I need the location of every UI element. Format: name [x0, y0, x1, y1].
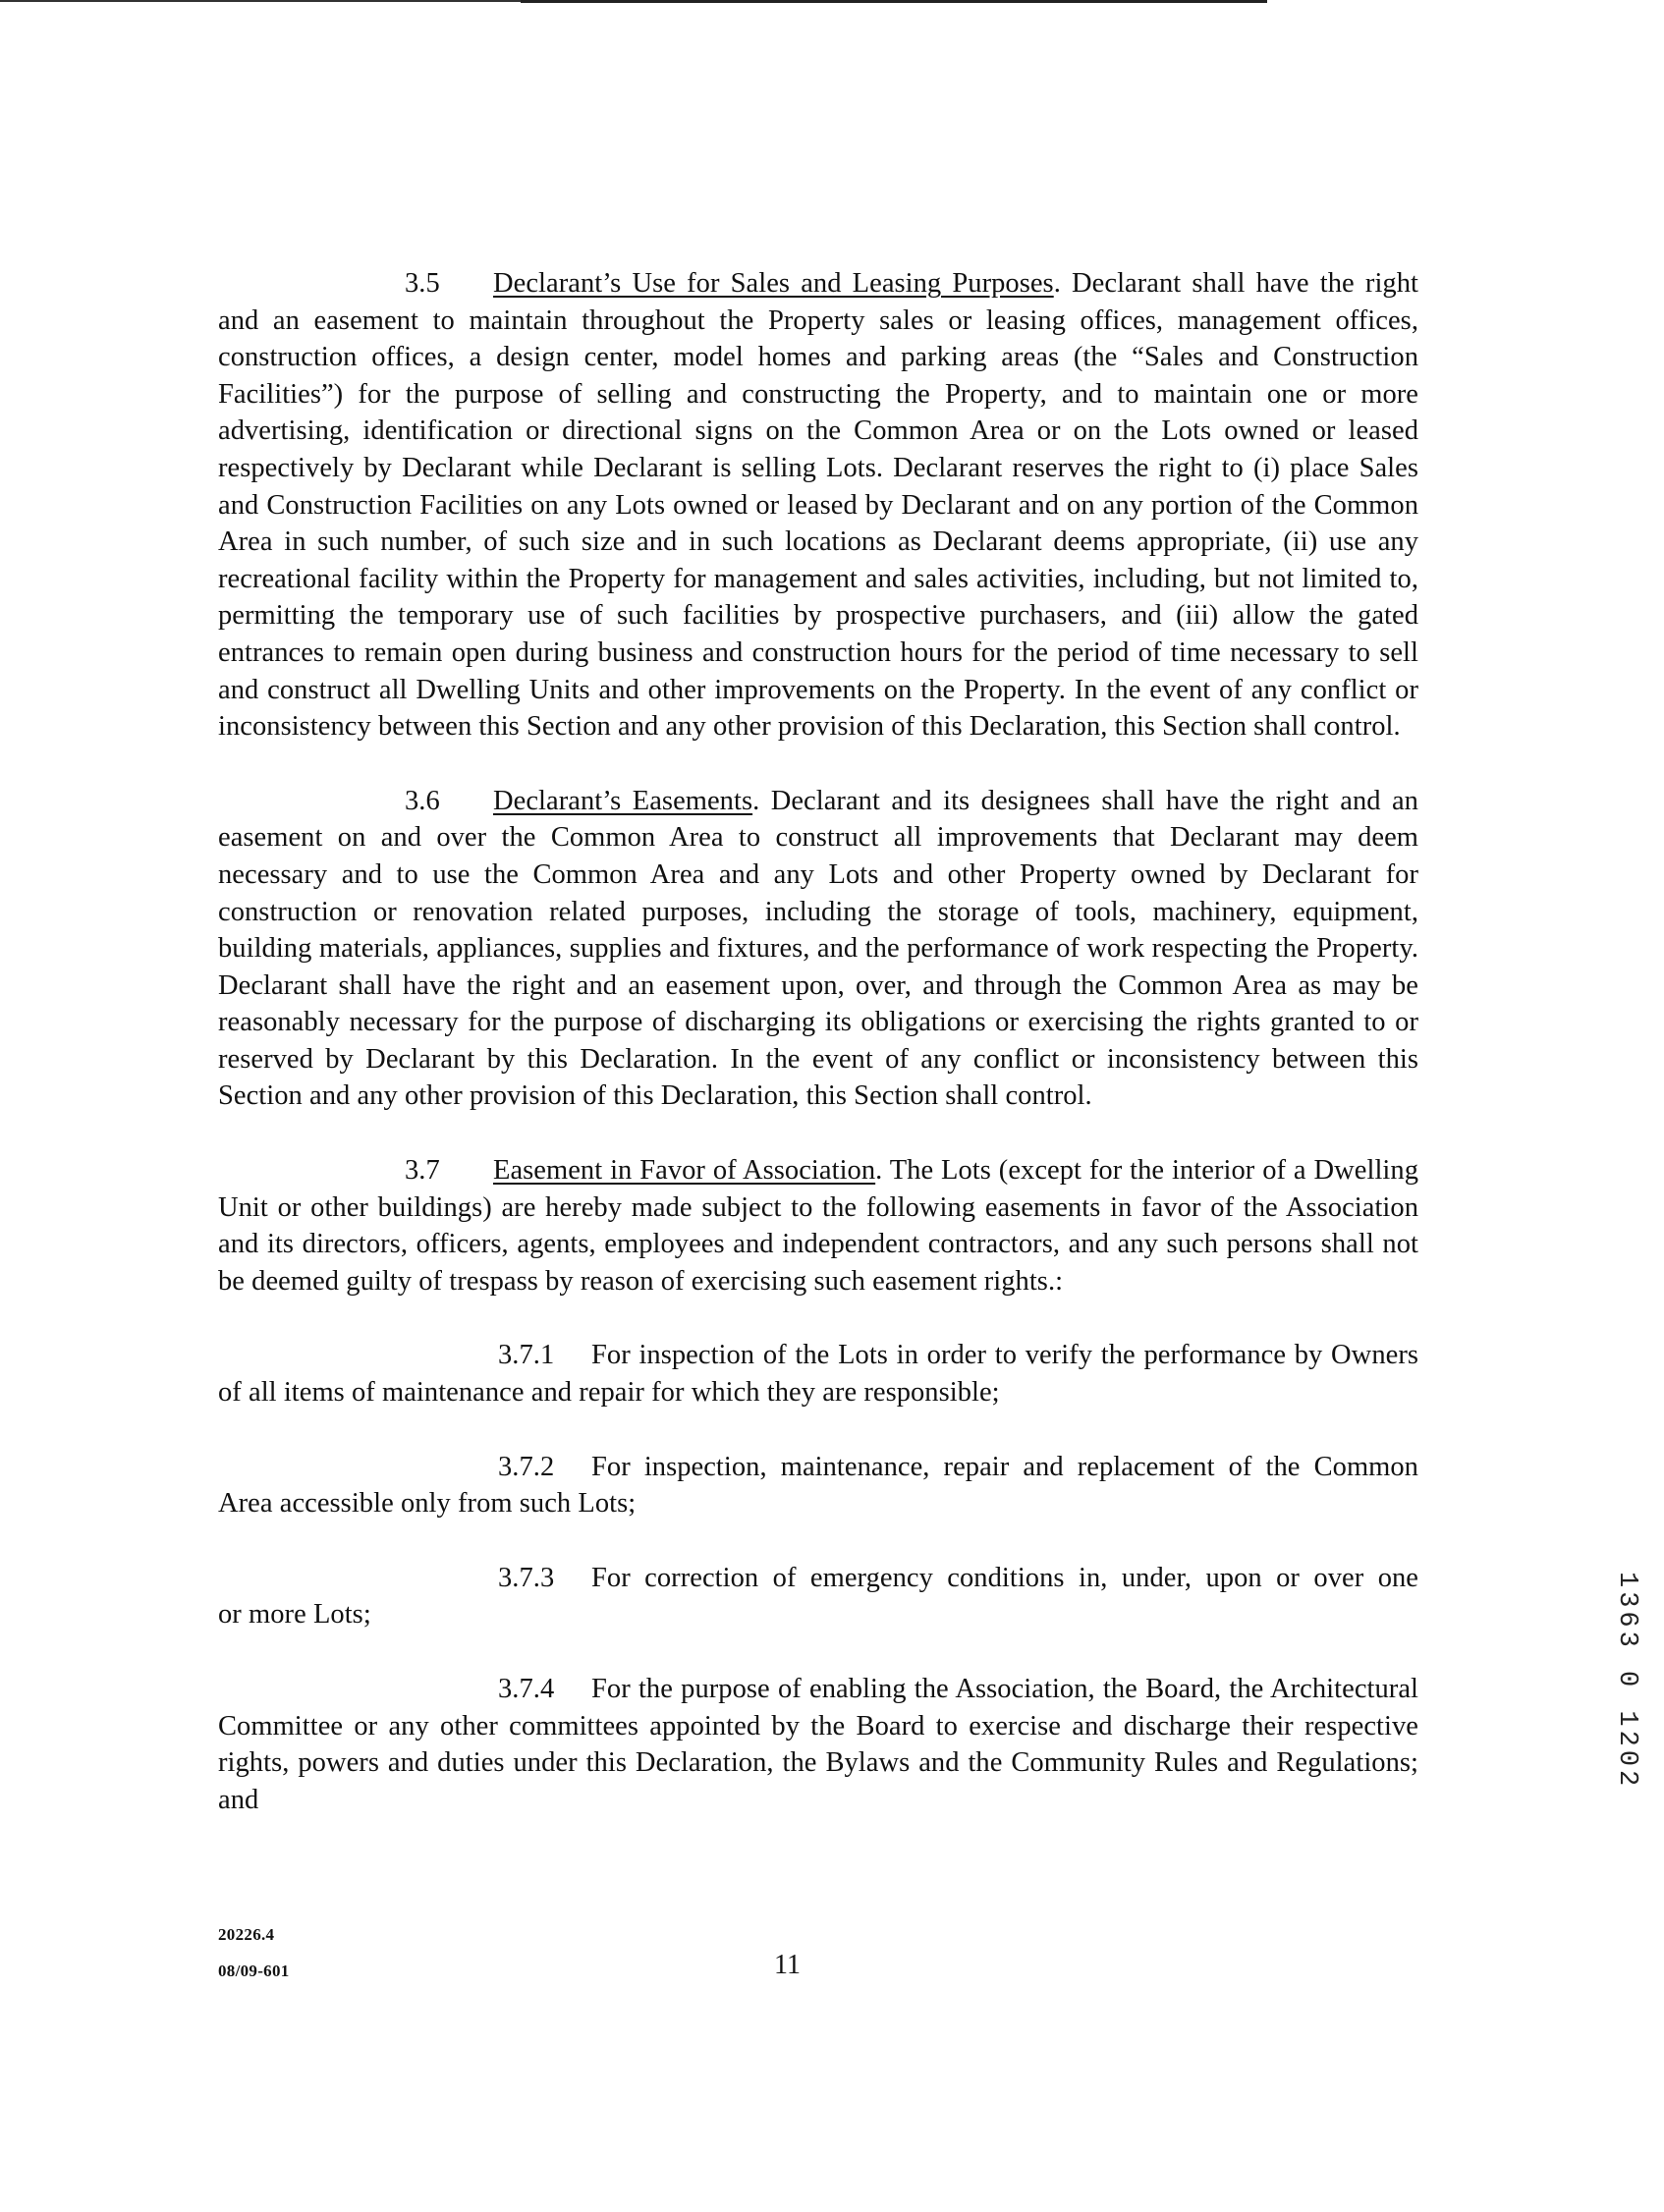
subsection-body: For inspection, maintenance, repair and replacement of the Common Area accessible only from such Lots;	[218, 1451, 1418, 1520]
section-number: 3.7	[405, 1155, 440, 1187]
section-body: . Declarant and its designees shall have the right and an easement on and over the Common Area to construct all improvements that Declarant may deem necessary and to use the Common Area and any Lots and other Property owned by Declarant for construction or renovation related purposes, including the storage of tools, machinery, equipment, building materials, appliances, supplies and fixtures, and the performance of work respecting the Property. Declarant shall have the right and an easement upon, over, and through the Common Area as may be reasonably necessary for the purpose of discharging its obligations or exercising the rights granted to or reserved by Declarant by this Declaration. In the event of any conflict or inconsistency between this Section and any other provision of this Declaration, this Section shall control.	[218, 785, 1418, 1112]
subsection-body: For inspection of the Lots in order to verify the performance by Owners of all items of maintenance and repair for which they are responsible;	[218, 1340, 1418, 1409]
section-heading: Easement in Favor of Association	[493, 1155, 876, 1187]
subsection-3-7-1	[218, 1337, 1418, 1410]
section-number: 3.6	[405, 785, 440, 816]
subsection-number: 3.7.4	[498, 1674, 555, 1704]
section-body: . Declarant shall have the right and an easement to maintain throughout the Property sales or leasing offices, management offices, construction offices, a design center, model homes and parking areas (the “Sales and Construction Facilities”) for the purpose of selling and constructing the Property, and to maintain one or more advertising, identification or directional signs on the Common Area or on the Lots owned or leased respectively by Declarant while Declarant is selling Lots. Declarant reserves the right to (i) place Sales and Construction Facilities on any Lots owned or leased by Declarant and on any portion of the Common Area in such number, of such size and in such locations as Declarant deems appropriate, (ii) use any recreational facility within the Property for management and sales activities, including, but not limited to, permitting the temporary use of such facilities by prospective purchasers, and (iii) allow the gated entrances to remain open during business and construction hours for the period of time necessary to sell and construct all Dwelling Units and other improvements on the Property. In the event of any conflict or inconsistency between this Section and any other provision of this Declaration, this Section shall control.	[218, 268, 1418, 743]
recording-stamp: 1363 0 1202	[1612, 1572, 1641, 1791]
section-3-5	[218, 265, 1418, 746]
subsection-number: 3.7.2	[498, 1451, 555, 1482]
section-heading: Declarant’s Easements	[493, 785, 753, 816]
subsection-number: 3.7.1	[498, 1340, 555, 1371]
subsection-3-7-2	[218, 1449, 1418, 1522]
subsection-number: 3.7.3	[498, 1562, 555, 1593]
section-number: 3.5	[405, 268, 440, 299]
subsection-3-7-3	[218, 1560, 1418, 1597]
section-body: . The Lots (except for the interior of a Dwelling Unit or other buildings) are hereby made subject to the following easements in favor of the Association and its directors, officers, agents, employees and independent contractors, and any such persons shall not be deemed guilty of trespass by reason of exercising such easement rights.:	[218, 1155, 1418, 1297]
section-3-6	[218, 783, 1418, 1115]
subsection-3-7-3-continuation: or more Lots;	[218, 1599, 371, 1631]
footer-doc-code: 20226.4	[218, 1925, 275, 1944]
section-3-7	[218, 1152, 1418, 1300]
subsection-body: For correction of emergency conditions in, under, upon or over one	[591, 1562, 1418, 1593]
subsection-3-7-4	[218, 1671, 1418, 1818]
document-page	[218, 265, 1418, 1818]
subsection-body: For the purpose of enabling the Association, the Board, the Architectural Committee or any other committees appointed by the Board to exercise and discharge their respective rights, powers and duties under this Declaration, the Bylaws and the Community Rules and Regulations; and	[218, 1674, 1418, 1815]
section-heading: Declarant’s Use for Sales and Leasing Purposes	[493, 268, 1054, 299]
top-scan-edge-dark	[521, 0, 1267, 3]
footer-date-code: 08/09-601	[218, 1962, 290, 1980]
page-number: 11	[774, 1950, 801, 1980]
